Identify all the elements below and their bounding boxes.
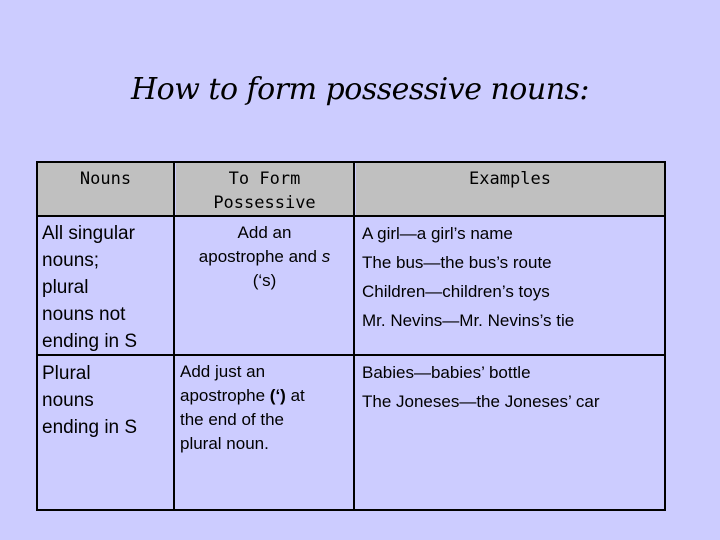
row2-examples <box>362 358 662 416</box>
example-item: The bus—the bus’s route <box>362 253 552 272</box>
row1-rule-line2-text: apostrophe and <box>198 247 322 266</box>
row1-rule <box>176 221 353 293</box>
header-examples-label: Examples <box>469 169 551 189</box>
row1-examples <box>362 219 662 335</box>
column-divider-1 <box>173 161 175 511</box>
row1-nouns-line: nouns; <box>42 250 100 271</box>
header-to-form-line2: Possessive <box>213 193 316 213</box>
row1-nouns-line: nouns not <box>42 304 126 325</box>
example-item: Babies—babies’ bottle <box>362 363 531 382</box>
column-divider-2 <box>353 161 355 511</box>
row2-nouns-line: ending in S <box>42 417 138 438</box>
row1-rule-line2 <box>176 245 353 269</box>
row2-rule-line2-prefix: apostrophe <box>180 386 270 405</box>
row2-rule-line2-suffix: at <box>285 386 305 405</box>
row2-rule-line2 <box>180 384 352 408</box>
row2-rule-apostrophe: (‘) <box>269 386 286 405</box>
table-border-left <box>36 161 38 511</box>
row1-nouns-line: plural <box>42 277 89 298</box>
row2-rule <box>180 360 352 456</box>
table-border-top <box>36 161 666 163</box>
row1-nouns-line: ending in S <box>42 331 138 352</box>
row2-nouns <box>42 360 172 441</box>
table-border-bottom <box>36 509 666 511</box>
row1-rule-line3: (‘s) <box>252 271 277 290</box>
table-border-right <box>664 161 666 511</box>
example-item: The Joneses—the Joneses’ car <box>362 392 600 411</box>
example-item: A girl—a girl’s name <box>362 224 513 243</box>
row2-rule-line1: Add just an <box>180 362 266 381</box>
row2-rule-line3: the end of the <box>180 410 284 429</box>
row2-rule-line4: plural noun. <box>180 434 269 453</box>
possessive-nouns-table <box>36 161 666 511</box>
header-divider <box>36 215 666 217</box>
header-to-form-possessive <box>176 163 353 215</box>
row1-nouns <box>42 220 172 355</box>
row1-rule-line1: Add an <box>237 223 292 242</box>
slide-title: How to form possessive nouns: <box>130 72 590 107</box>
row2-nouns-line: nouns <box>42 390 94 411</box>
row1-rule-s: s <box>321 247 331 266</box>
header-nouns-label: Nouns <box>79 169 132 189</box>
example-item: Children—children’s toys <box>362 282 550 301</box>
row1-nouns-line: All singular <box>42 223 135 244</box>
header-to-form-line1: To Form <box>228 169 301 189</box>
header-nouns <box>38 163 173 215</box>
example-item: Mr. Nevins—Mr. Nevins’s tie <box>362 311 575 330</box>
row2-nouns-line: Plural <box>42 363 91 384</box>
header-examples <box>356 163 664 215</box>
